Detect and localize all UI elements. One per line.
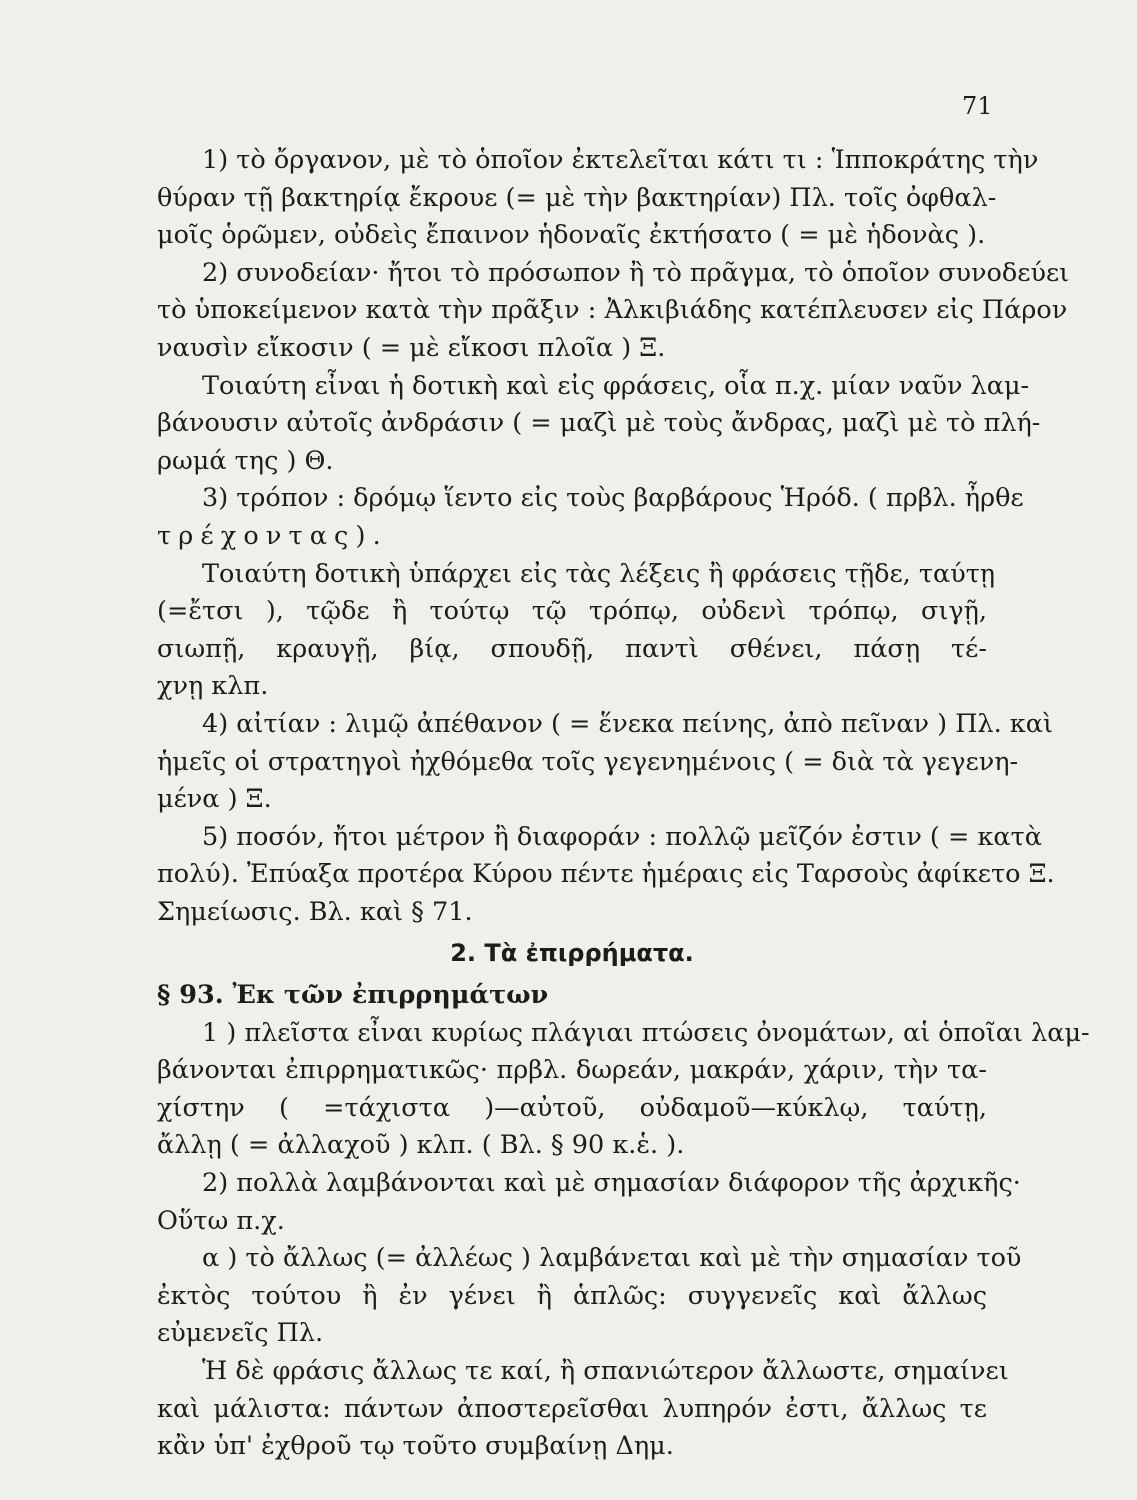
text-line: (=ἔτσι ), τῷδε ἢ τούτῳ τῷ τρόπῳ, οὐδενὶ τρόπῳ, σιγῇ, (157, 596, 987, 627)
text-line: 5) ποσόν, ἤτοι μέτρον ἢ διαφοράν : πολλῷ μεῖζόν ἐστιν ( = κατὰ (202, 821, 1042, 852)
text-line: τρέχοντας). (157, 520, 388, 551)
text-line: ναυσὶν εἴκοσιν ( = μὲ εἴκοσι πλοῖα ) Ξ. (157, 332, 666, 363)
text-line: πολύ). Ἐπύαξα προτέρα Κύρου πέντε ἡμέραις εἰς Ταρσοὺς ἀφίκετο Ξ. (157, 859, 1055, 890)
text-line: μοῖς ὁρῶμεν, οὐδεὶς ἔπαινον ἡδοναῖς ἐκτήσατο ( = μὲ ἡδονὰς ). (157, 220, 986, 251)
text-line: σιωπῇ, κραυγῇ, βίᾳ, σπουδῇ, παντὶ σθένει, πάσῃ τέ- (157, 633, 987, 664)
text-line: κἂν ὑπ' ἐχθροῦ τῳ τοῦτο συμβαίνῃ Δημ. (157, 1431, 674, 1462)
text-line: ἄλλῃ ( = ἀλλαχοῦ ) κλπ. ( Βλ. § 90 κ.ἑ. ). (157, 1130, 685, 1161)
text-line: Τοιαύτη εἶναι ἡ δοτικὴ καὶ εἰς φράσεις, οἷα π.χ. μίαν ναῦν λαμ- (202, 370, 1030, 401)
text-line: ρωμά της ) Θ. (157, 445, 334, 476)
paragraph-heading: § 93. Ἐκ τῶν ἐπιρρημάτων (157, 980, 549, 1011)
text-line: 2) συνοδείαν· ἤτοι τὸ πρόσωπον ἢ τὸ πρᾶγμα, τὸ ὁποῖον συνοδεύει (202, 257, 1070, 288)
text-line: βάνουσιν αὐτοῖς ἀνδράσιν ( = μαζὶ μὲ τοὺς ἄνδρας, μαζὶ μὲ τὸ πλή- (157, 408, 1041, 439)
text-line: 4) αἰτίαν : λιμῷ ἀπέθανον ( = ἕνεκα πείνης, ἀπὸ πεῖναν ) Πλ. καὶ (202, 708, 1053, 739)
text-line: ἡμεῖς οἱ στρατηγοὶ ἠχθόμεθα τοῖς γεγενημένοις ( = διὰ τὰ γεγενη- (157, 746, 1019, 777)
text-line: χνῃ κλπ. (157, 671, 269, 702)
text-line: Οὕτω π.χ. (157, 1205, 285, 1236)
page-number: 71 (962, 92, 993, 120)
text-line: μένα ) Ξ. (157, 784, 272, 815)
text-line: α ) τὸ ἄλλως (= ἀλλέως ) λαμβάνεται καὶ μὲ τὴν σημασίαν τοῦ (202, 1243, 1022, 1274)
text-line: καὶ μάλιστα: πάντων ἀποστερεῖσθαι λυπηρόν ἐστι, ἄλλως τε (157, 1393, 987, 1424)
text-line: χίστην ( =τάχιστα )—αὐτοῦ, οὐδαμοῦ—κύκλῳ, ταύτῃ, (157, 1092, 987, 1123)
note-line: Σημείωσις. Βλ. καὶ § 71. (157, 896, 473, 927)
section-heading: 2. Τὰ ἐπιρρήματα. (450, 939, 694, 968)
text-line: τὸ ὑποκείμενον κατὰ τὴν πρᾶξιν : Ἀλκιβιάδης κατέπλευσεν εἰς Πάρον (157, 295, 1068, 326)
text-line: 1 ) πλεῖστα εἶναι κυρίως πλάγιαι πτώσεις ὀνομάτων, αἱ ὁποῖαι λαμ- (202, 1017, 1090, 1048)
text-line: θύραν τῇ βακτηρίᾳ ἔκρουε (= μὲ τὴν βακτηρίαν) Πλ. τοῖς ὀφθαλ- (157, 182, 997, 213)
text-line: Ἡ δὲ φράσις ἄλλως τε καί, ἢ σπανιώτερον ἄλλωστε, σημαίνει (202, 1356, 1009, 1386)
text-line: ἐκτὸς τούτου ἢ ἐν γένει ἢ ἁπλῶς: συγγενεῖς καὶ ἄλλως (157, 1280, 987, 1311)
text-line: 1) τὸ ὄργανον, μὲ τὸ ὁποῖον ἐκτελεῖται κάτι τι : Ἱπποκράτης τὴν (202, 145, 1039, 175)
text-line: βάνονται ἐπιρρηματικῶς· πρβλ. δωρεάν, μακράν, χάριν, τὴν τα- (157, 1055, 987, 1086)
text-line: 3) τρόπον : δρόμῳ ἵεντο εἰς τοὺς βαρβάρους Ἡρόδ. ( πρβλ. ἦρθε (202, 483, 1024, 514)
text-line: εὐμενεῖς Πλ. (157, 1318, 324, 1349)
text-line: Τοιαύτη δοτικὴ ὑπάρχει εἰς τὰς λέξεις ἢ φράσεις τῇδε, ταύτῃ (202, 558, 996, 589)
text-line: 2) πολλὰ λαμβάνονται καὶ μὲ σημασίαν διάφορον τῆς ἀρχικῆς· (202, 1168, 1021, 1199)
page-body (157, 142, 1090, 1466)
